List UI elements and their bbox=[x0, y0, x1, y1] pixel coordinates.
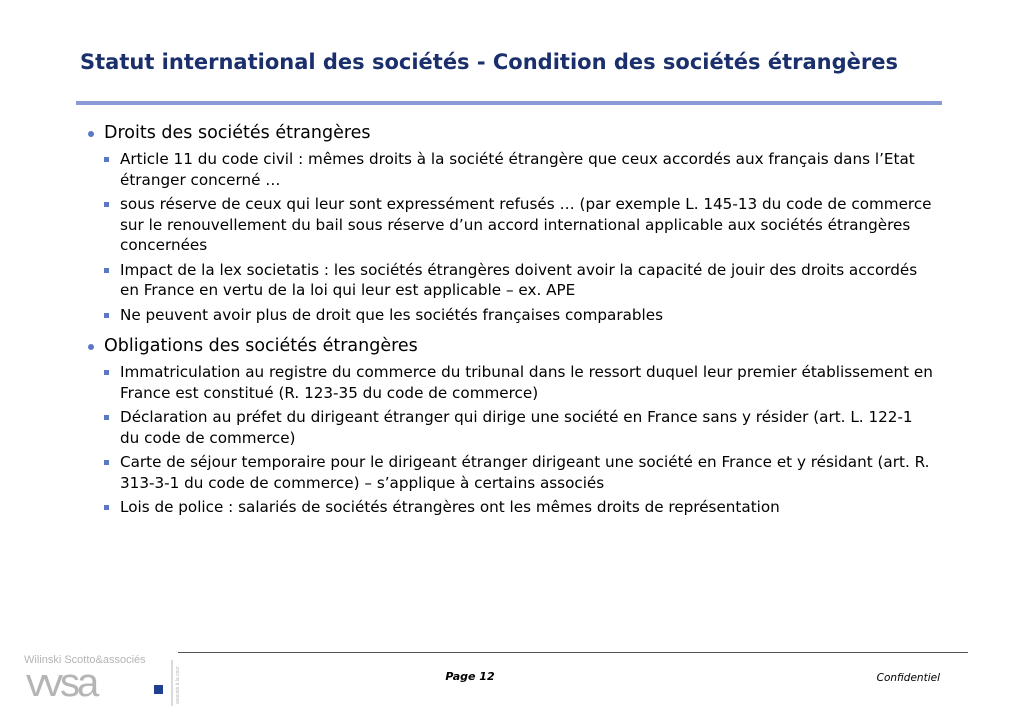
round-bullet-icon bbox=[88, 344, 94, 350]
section-heading bbox=[86, 121, 936, 145]
logo-square-icon bbox=[154, 685, 163, 694]
square-bullet-icon bbox=[104, 202, 109, 207]
list-item-text: Impact de la lex societatis : les sociétés étrangères doivent avoir la capacité de jouir des droits accordés en France en vertu de la loi qui leur est applicable – ex. APE bbox=[120, 260, 918, 299]
square-bullet-icon bbox=[104, 460, 109, 465]
list-item bbox=[103, 305, 936, 326]
logo-initials-text: vvsa bbox=[26, 661, 97, 705]
round-bullet-icon bbox=[88, 131, 94, 137]
list-item bbox=[103, 260, 936, 301]
list-item-text: Immatriculation au registre du commerce du tribunal dans le ressort duquel leur premier établissement en France est constitué (R. 123-35 du code de commerce) bbox=[120, 363, 933, 402]
square-bullet-icon bbox=[104, 268, 109, 273]
logo-name-text: Wilinski Scotto&associés bbox=[24, 654, 146, 666]
slide-title: Statut international des sociétés - Condition des sociétés étrangères bbox=[80, 50, 898, 74]
company-logo bbox=[22, 652, 198, 708]
square-bullet-icon bbox=[104, 370, 109, 375]
square-bullet-icon bbox=[104, 505, 109, 510]
square-bullet-icon bbox=[104, 415, 109, 420]
title-underline bbox=[76, 101, 942, 105]
square-bullet-icon bbox=[104, 313, 109, 318]
section-heading bbox=[86, 334, 936, 358]
section-rights bbox=[86, 121, 936, 325]
list-item bbox=[103, 497, 936, 518]
square-bullet-icon bbox=[104, 157, 109, 162]
list-item bbox=[103, 362, 936, 403]
list-item-text: Carte de séjour temporaire pour le dirigeant étranger dirigeant une société en France et y résidant (art. R. 313-3-1 du code de commerce) – s’applique à certains associés bbox=[120, 453, 930, 492]
list-item-text: Lois de police : salariés de sociétés étrangères ont les mêmes droits de représentation bbox=[120, 498, 780, 516]
section-obligations bbox=[86, 334, 936, 518]
footer-rule bbox=[178, 652, 968, 653]
list-item-text: Déclaration au préfet du dirigeant étranger qui dirige une société en France sans y résider (art. L. 122-1 du code de commerce) bbox=[120, 408, 913, 447]
list-item-text: sous réserve de ceux qui leur sont expressément refusés … (par exemple L. 145-13 du code de commerce sur le renouvellement du bail sous réserve d’un accord international applicable aux sociétés étrangères concernées bbox=[120, 195, 932, 254]
confidential-label: Confidentiel bbox=[876, 672, 940, 684]
list-item-text: Ne peuvent avoir plus de droit que les sociétés françaises comparables bbox=[120, 305, 663, 324]
list-item bbox=[103, 452, 936, 493]
list-item bbox=[103, 407, 936, 448]
page-number: Page 12 bbox=[445, 670, 495, 683]
list-item-text: Article 11 du code civil : mêmes droits à la société étrangère que ceux accordés aux français dans l’Etat étranger concerné … bbox=[120, 150, 915, 189]
list-item bbox=[103, 149, 936, 190]
section-heading-text: Obligations des sociétés étrangères bbox=[104, 336, 418, 356]
logo-side-text: avocats à la cour bbox=[175, 666, 181, 704]
section-heading-text: Droits des sociétés étrangères bbox=[104, 123, 371, 143]
list-item bbox=[103, 194, 936, 256]
slide-content bbox=[86, 121, 936, 527]
